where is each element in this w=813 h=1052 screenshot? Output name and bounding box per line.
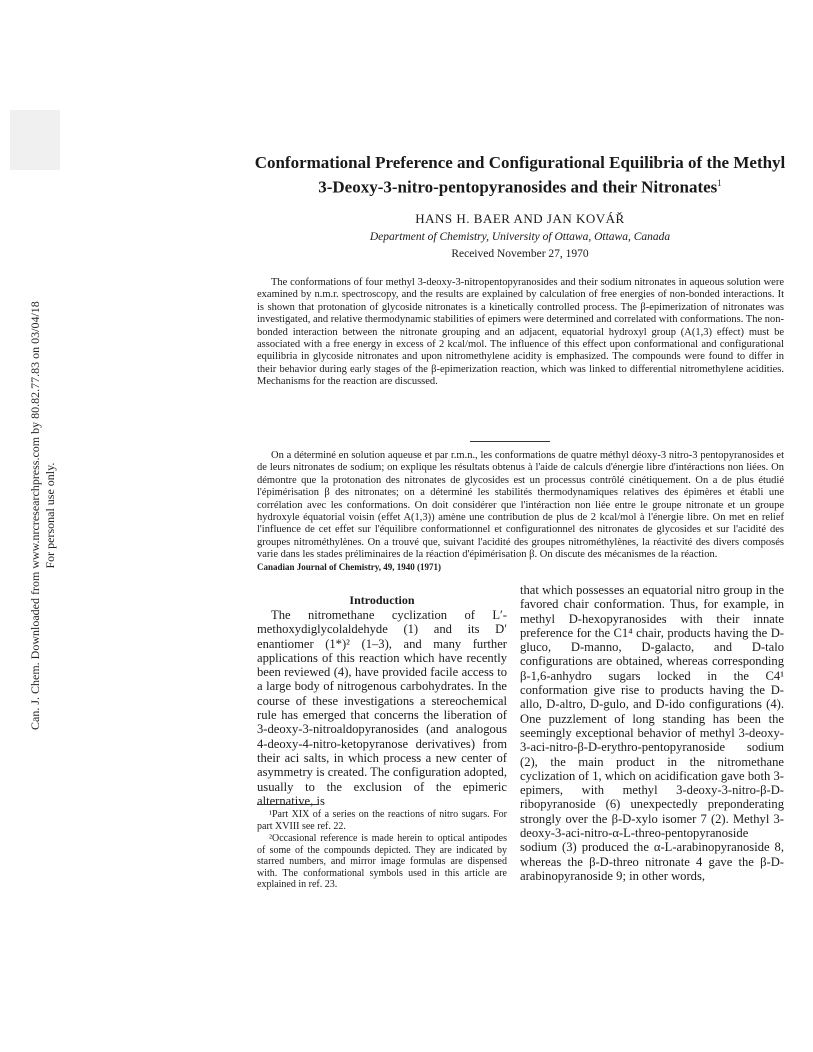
received-date: Received November 27, 1970: [451, 248, 589, 260]
download-stamp-line1: Can. J. Chem. Downloaded from www.nrcresearchpress.com by 80.82.77.83 on 03/04/18: [28, 301, 42, 730]
title-line-2-text: 3-Deoxy-3-nitro-pentopyranosides and their Nitronates: [318, 177, 718, 197]
title-line-1: Conformational Preference and Configurational Equilibria of the Methyl: [254, 153, 786, 172]
download-stamp-line2: For personal use only.: [43, 462, 57, 569]
title-footnote-mark: 1: [717, 178, 722, 188]
footnote-2: ²Occasional reference is made herein to optical antipodes of some of the compounds depicted. They are indicated by starred numbers, and mirror image formulas are dispensed with. The conformational symbols used in this article are explained in ref. 23.: [257, 833, 507, 890]
section-heading-introduction: Introduction: [349, 593, 415, 607]
title-line-2: [240, 173, 800, 198]
authors: HANS H. BAER AND JAN KOVÁŘ: [415, 211, 625, 226]
download-sidebar: [10, 210, 57, 730]
french-abstract: On a déterminé en solution aqueuse et par r.m.n., les conformations de quatre méthyl déoxy-3 nitro-3 pentopyranosides et de leurs nitronates de sodium; on explique les résultats obtenus à l'aide de calculs d'énergie libre d'intéractions non liées. On démontre que la protonation des nitronates de glycosides est un processus contrôlé cinétiquement. On a de plus étudié l'épimérisation β des nitronates; on a déterminé les stabilités thermodynamiques relatives des épimères et établi une corrélation avec les conformations. On doit considérer que l'intéraction non liée entre le groupe nitronate et un groupe hydroxyle équatorial voisin (effet A(1,3)) amène une contribution de plus de 2 kcal/mol à l'énergie libre. On met en relief l'influence de cet effet sur l'équilibre conformationnel et configurationnel des nitronates de glycosides et sur l'acidité des groupes nitrométhylènes. On a trouvé que, suivant l'acidité des groupes nitrométhylènes, la réactivité des divers composés varie dans les stades préliminaires de la réaction d'épimérisation β. On discute des mécanismes de la réaction.: [257, 450, 784, 561]
body-text-right-column: that which possesses an equatorial nitro group in the favored chair conformation. Thus, for example, in methyl D-hexopyranosides with their innate preference for the C1⁴ chair, products having the D-gluco, D-manno, D-galacto, and D-talo configurations are obtained, whereas corresponding β-1,6-anhydro sugars locked in the C4¹ conformation give rise to products having the D-allo, D-altro, D-gulo, and D-ido configurations (4). One puzzlement of long standing has been the seemingly exceptional behavior of methyl 3-deoxy-3-aci-nitro-β-D-erythro-pentopyranoside sodium (2), the main product in the nitromethane cyclization of 1, which on acidification gave both 3-epimers, with methyl 3-deoxy-3-nitro-β-D-ribopyranoside (6) unexpectedly preponderating strongly over the β-D-xylo isomer 7 (2). Methyl 3-deoxy-3-aci-nitro-α-L-threo-pentopyranoside sodium (3) produced the α-L-arabinopyranoside 8, whereas the β-D-threo nitronate 4 gave the β-D-arabinopyranoside 9; in other words,: [520, 583, 784, 883]
affiliation: Department of Chemistry, University of Ottawa, Ottawa, Canada: [369, 231, 671, 243]
abstract-divider: [470, 441, 550, 442]
body-text-left-column: The nitromethane cyclization of L′-methoxydiglycolaldehyde (1) and its D′ enantiomer (1*)² (1–3), and many further applications of this reaction which have recently been reviewed (4), have provided facile access to a large body of nitrogenous carbohydrates. In the course of these investigations a stereochemical rule has emerged that concerns the liberation of 3-deoxy-3-nitroaldopyranosides (and analogous 4-deoxy-4-nitro-ketopyranose derivatives) from their aci salts, in which process a new center of asymmetry is created. The configuration adopted, usually to the exclusion of the epimeric alternative, is: [257, 608, 507, 808]
scan-smudge-top: [10, 110, 60, 170]
journal-citation: Canadian Journal of Chemistry, 49, 1940 (1971): [257, 562, 442, 572]
download-stamp: [28, 301, 58, 730]
abstract: The conformations of four methyl 3-deoxy-3-nitropentopyranosides and their sodium nitronates in aqueous solution were examined by n.m.r. spectroscopy, and the results are explained by calculation of free energies of non-bonded interactions. It is shown that protonation of glycoside nitronates is a kinetically controlled process. The β-epimerization of nitronates was investigated, and relative thermodynamic stabilities of epimers were determined and correlated with conformations. The non-bonded interaction between the nitronate grouping and an adjacent, equatorial hydroxyl group (A(1,3) effect) must be associated with a free energy in excess of 2 kcal/mol. The influence of this effect upon conformational and configurational equilibria in glycoside nitronates and upon nitromethylene acidity is emphasized. The compounds were found to differ in their behavior during early stages of the β-epimerization reaction, which was linked to differential nitromethylene acidities. Mechanisms for the reaction are discussed.: [257, 277, 784, 388]
paper-title: [240, 152, 800, 198]
footnote-1: ¹Part XIX of a series on the reactions of nitro sugars. For part XVIII see ref. 22.: [257, 809, 507, 832]
footnote-divider: [257, 804, 319, 805]
